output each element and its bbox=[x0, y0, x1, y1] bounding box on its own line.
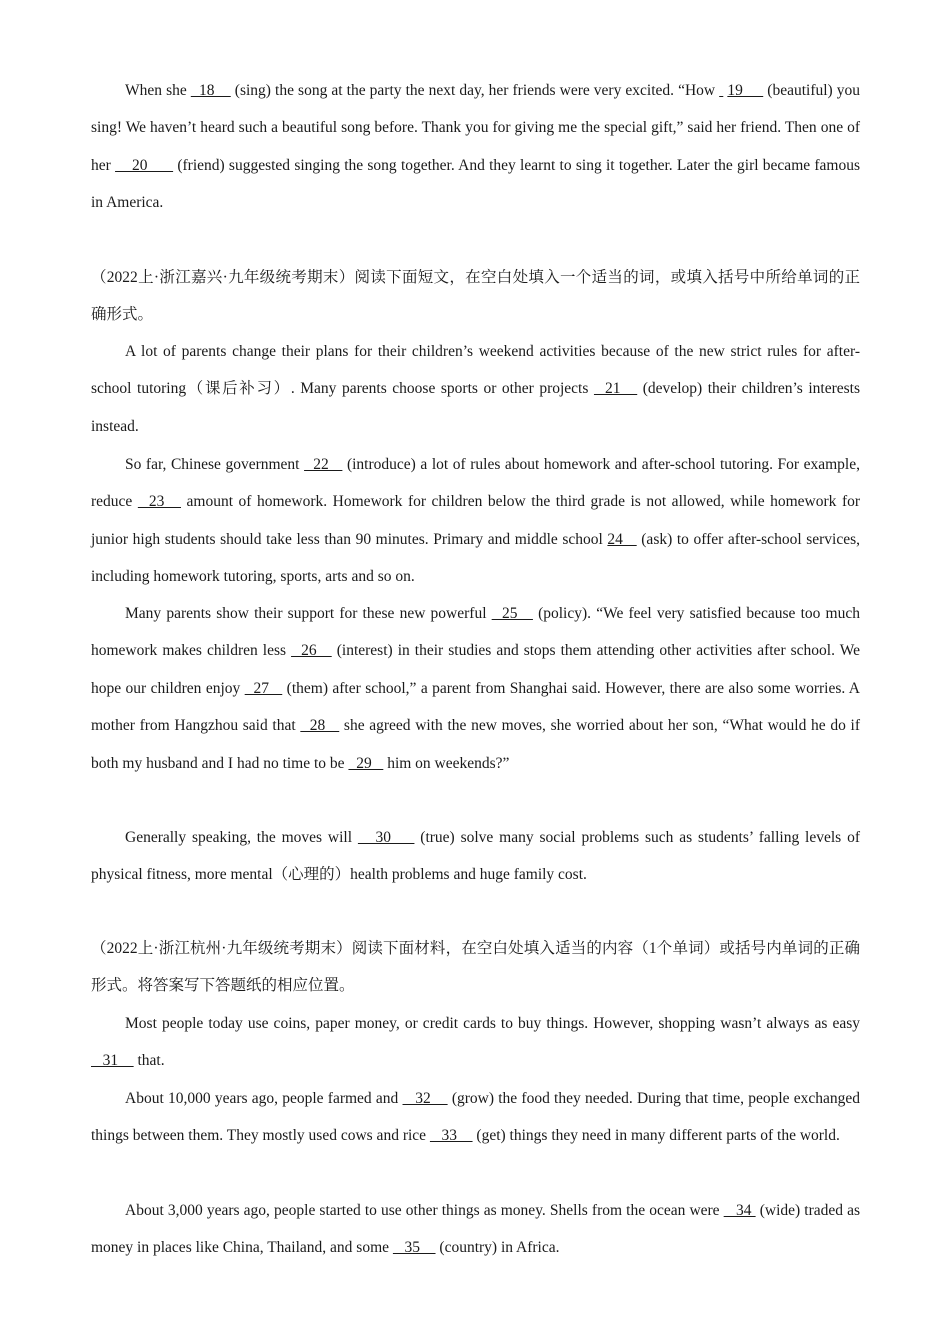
answer-blank: 26 bbox=[291, 642, 332, 660]
text-run: (interest) in their studies and stops them attending other activities after school. We hope our children enjoy bbox=[91, 642, 860, 697]
text-run: (wide) traded as money in places like China, Thailand, and some bbox=[91, 1202, 861, 1257]
paragraph-conclusion bbox=[91, 819, 860, 894]
text-run: （2022上·浙江杭州·九年级统考期末）阅读下面材料，在空白处填入适当的内容（1个单词）或括号内单词的正确形式。将答案写下答题纸的相应位置。 bbox=[91, 940, 860, 995]
answer-blank: 29 bbox=[348, 754, 384, 772]
text-run: Most people today use coins, paper money, or credit cards to buy things. However, shopping wasn’t always as easy bbox=[125, 1015, 860, 1032]
answer-blank: 33 bbox=[429, 1127, 473, 1145]
paragraph-song-story bbox=[91, 72, 860, 222]
answer-blank: 21 bbox=[593, 380, 638, 398]
text-run: amount of homework. Homework for children below the third grade is not allowed, while homework for junior high students should take less than 90 minutes. Primary and middle school bbox=[91, 493, 861, 548]
text-run: About 10,000 years ago, people farmed and bbox=[125, 1090, 403, 1107]
text-run: (sing) the song at the party the next day, her friends were very excited. “How bbox=[230, 82, 720, 99]
text-run: (develop) their children’s interests instead. bbox=[91, 380, 860, 435]
answer-blank: 31 bbox=[91, 1052, 134, 1070]
text-run: (grow) the food they needed. During that time, people exchanged things between them. They mostly used cows and rice bbox=[91, 1090, 861, 1145]
text-run: Generally speaking, the moves will bbox=[125, 829, 358, 846]
answer-blank: 25 bbox=[491, 605, 533, 622]
text-run: that. bbox=[133, 1052, 165, 1070]
text-run: (country) in Africa. bbox=[435, 1239, 560, 1257]
answer-blank: 20 bbox=[115, 156, 174, 174]
answer-blank: 24 bbox=[607, 530, 637, 548]
paragraph-weekend-activities bbox=[91, 333, 860, 445]
paragraph-farming-exchange bbox=[91, 1080, 860, 1155]
text-run: So far, Chinese government bbox=[125, 456, 305, 473]
text-run: A lot of parents change their plans for their children’s weekend activities because of the new strict rules for after-school tutoring（课后补习）. Many parents choose sports or other projects bbox=[91, 343, 860, 398]
text-run: (them) after school,” a parent from Shanghai said. However, there are also some worries. A mother from Hangzhou said that bbox=[91, 679, 860, 735]
text-run: (beautiful) you sing! We haven’t heard such a beautiful song before. Thank you for giving me the special gift,” said her friend. Then one of her bbox=[91, 82, 861, 174]
text-run: (introduce) a lot of rules about homework and after-school tutoring. For example, reduce bbox=[91, 456, 860, 511]
text-run: About 3,000 years ago, people started to use other things as money. Shells from the ocean were bbox=[125, 1202, 724, 1219]
answer-blank: 32 bbox=[402, 1090, 448, 1107]
answer-blank: 18 bbox=[190, 82, 231, 99]
exercise-instruction-jiaxing bbox=[91, 259, 860, 334]
answer-blank: 28 bbox=[300, 717, 340, 735]
answer-blank: 23 bbox=[137, 493, 181, 511]
answer-blank: 22 bbox=[304, 456, 343, 473]
answer-blank: 19 bbox=[727, 82, 764, 99]
text-run: （2022上·浙江嘉兴·九年级统考期末）阅读下面短文，在空白处填入一个适当的词，或填入括号中所给单词的正确形式。 bbox=[91, 269, 860, 324]
text-run: him on weekends?” bbox=[383, 754, 510, 772]
text-run: (friend) suggested singing the song together. And they learnt to sing it together. Later the girl became famous in America. bbox=[91, 156, 861, 212]
text-run: When she bbox=[125, 82, 191, 99]
paragraph-shell-money bbox=[91, 1192, 860, 1267]
answer-blank: 27 bbox=[244, 679, 283, 697]
text-run: (get) things they need in many different parts of the world. bbox=[472, 1127, 840, 1145]
exercise-instruction-hangzhou bbox=[91, 930, 860, 1005]
text-run: Many parents show their support for these new powerful bbox=[125, 605, 492, 622]
text-run: (true) solve many social problems such as students’ falling levels of physical fitness, more mental（心理的）health problems and huge family cost. bbox=[91, 829, 860, 884]
answer-blank: 30 bbox=[357, 829, 415, 846]
paragraph-parents-support bbox=[91, 595, 860, 782]
text-run: (ask) to offer after-school services, including homework tutoring, sports, arts and so on. bbox=[91, 530, 861, 586]
text-run: (policy). “We feel very satisfied because too much homework makes children less bbox=[91, 605, 860, 660]
answer-blank: 34 bbox=[723, 1202, 756, 1219]
paragraph-shopping-intro bbox=[91, 1005, 860, 1080]
answer-blank: 35 bbox=[392, 1239, 436, 1257]
paragraph-government-rules bbox=[91, 446, 860, 596]
text-run: she agreed with the new moves, she worried about her son, “What would he do if both my husband and I had no time to be bbox=[91, 717, 860, 772]
